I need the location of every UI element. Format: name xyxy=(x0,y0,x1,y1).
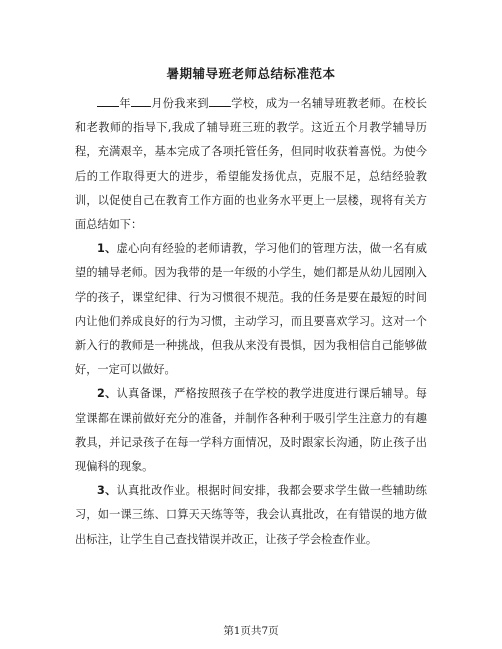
item-text: 虚心向有经验的老师请教，学习他们的管理方法，做一名有威望的辅导老师。因为我带的是一年级的小学生，她们都是从幼儿园刚入学的孩子，课堂纪律、行为习惯很不规范。我的任务是要在最短的时间内让他们养成良好的行为习惯，主动学习，而且要喜欢学习。这对一个新入行的教师是一种挑战，但我从来没有畏惧，因为我相信自己能够做好，一定可以做好。 xyxy=(75,242,427,377)
school-blank xyxy=(209,92,231,107)
item-text: 认真批改作业。根据时间安排，我都会要求学生做一些辅助练习，如一课三练、口算天天练等等，我会认真批改，在有错误的地方做出标注，让学生自己查找错误并改正，让孩子学会检查作业。 xyxy=(75,484,427,546)
intro-seg3: 学校，成为一名辅导班教老师。在校长和老教师的指导下,我成了辅导班三班的教学。这近五个月教学辅导历程，充满艰辛，基本完成了各项托管任务，但同时收获着喜悦。为使今后的工作取得更大的进步，希望能发扬优点，克服不足，总结经验教训，以促使自己在教育工作方面的也业务水平更上一层楼，现将有关方面总结如下： xyxy=(75,97,427,232)
intro-seg2: 月份我来到 xyxy=(150,97,209,110)
item-number: 2、 xyxy=(97,387,117,401)
intro-paragraph xyxy=(75,92,427,237)
item-paragraph-3 xyxy=(75,479,427,552)
year-blank xyxy=(97,92,119,107)
item-paragraph-2 xyxy=(75,382,427,479)
item-number: 3、 xyxy=(97,484,117,498)
month-blank xyxy=(131,92,151,107)
item-paragraph-1 xyxy=(75,237,427,382)
page-number: 第1页共7页 xyxy=(223,625,279,637)
intro-seg1: 年 xyxy=(119,97,131,110)
item-text: 认真备课，严格按照孩子在学校的教学进度进行课后辅导。每堂课都在课前做好充分的准备，并制作各种利于吸引学生注意力的有趣教具，并记录孩子在每一学科方面情况，及时跟家长沟通，防止孩子出现偏科的现象。 xyxy=(75,387,427,474)
document-body xyxy=(75,92,427,552)
document-title: 暑期辅导班老师总结标准范本 xyxy=(166,66,336,81)
item-number: 1、 xyxy=(97,242,117,256)
